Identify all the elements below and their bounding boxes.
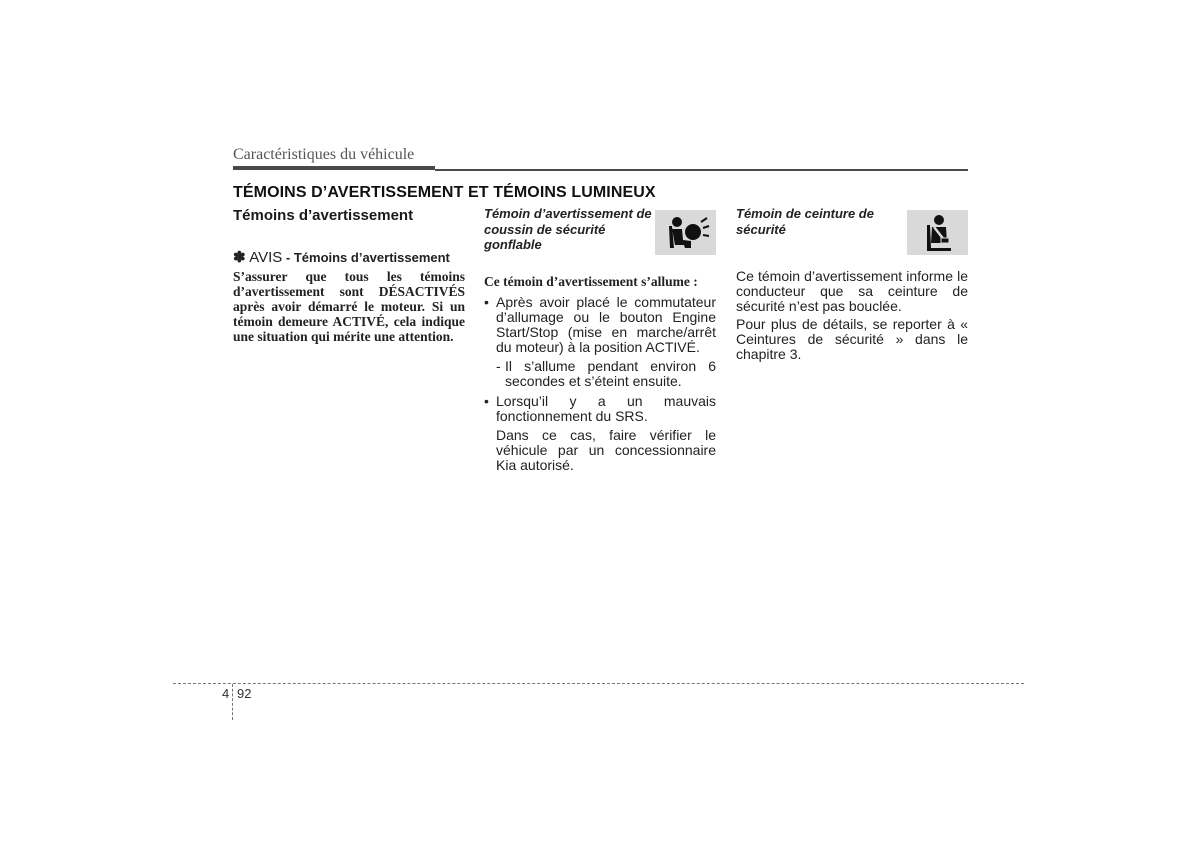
section-title: TÉMOINS D’AVERTISSEMENT ET TÉMOINS LUMINEUX [233,184,656,201]
header-rule-thin [435,169,968,171]
bullet-mark: • [484,294,489,310]
subsection-heading: Témoins d’avertissement [233,207,414,224]
seatbelt-para-2: Pour plus de détails, se reporter à « Ceintures de sécurité » dans le chapitre 3. [736,316,968,362]
chapter-number: 4 [222,686,230,701]
airbag-sub-item [484,359,716,389]
airbag-bullet-1 [484,295,716,355]
page-number: 92 [237,686,252,701]
avis-heading [233,248,465,266]
airbag-sub-item-text: Il s’allume pendant environ 6 secondes et s’éteint ensuite. [505,358,716,389]
footer-rule [173,683,1024,684]
column-seatbelt-warning [736,206,968,362]
bullet-mark: • [484,393,489,409]
seatbelt-warning-title: Témoin de ceinture de sécurité [736,206,874,237]
dash-mark: - [496,358,501,374]
airbag-bullet-2-followup: Dans ce cas, faire vérifier le véhicule par un concessionnaire Kia autorisé. [496,427,716,473]
column-warning-lights-intro [233,206,465,344]
seatbelt-warning-header [736,206,968,266]
footer-divider [232,684,233,720]
airbag-warning-header [484,206,716,266]
header-rule-thick [233,166,435,170]
avis-label: AVIS [249,249,283,266]
airbag-warning-icon [655,210,716,255]
avis-subtitle: - Témoins d’avertissement [282,250,450,265]
airbag-warning-title: Témoin d’avertissement de coussin de sécurité gonflable [484,206,652,252]
avis-text: S’assurer que tous les témoins d’avertissement sont DÉSACTIVÉS après avoir démarré le moteur. Si un témoin demeure ACTIVÉ, cela indique une situation qui mérite une attention. [233,269,465,344]
airbag-bullet-2 [484,394,716,424]
seatbelt-warning-icon [907,210,968,255]
header-title: Caractéristiques du véhicule [233,146,415,163]
avis-star-icon: ✽ [233,249,246,266]
seatbelt-para-1: Ce témoin d’avertissement informe le conducteur que sa ceinture de sécurité n’est pas bouclée. [736,268,968,314]
airbag-bullet-2-text: Lorsqu’il y a un mauvais fonctionnement du SRS. [496,393,716,424]
airbag-bullet-1-text: Après avoir placé le commutateur d’allumage ou le bouton Engine Start/Stop (mise en marche/arrêt du moteur) à la position ACTIVÉ. [496,294,716,355]
airbag-lead-text: Ce témoin d’avertissement s’allume : [484,274,698,289]
column-airbag-warning [484,206,716,473]
